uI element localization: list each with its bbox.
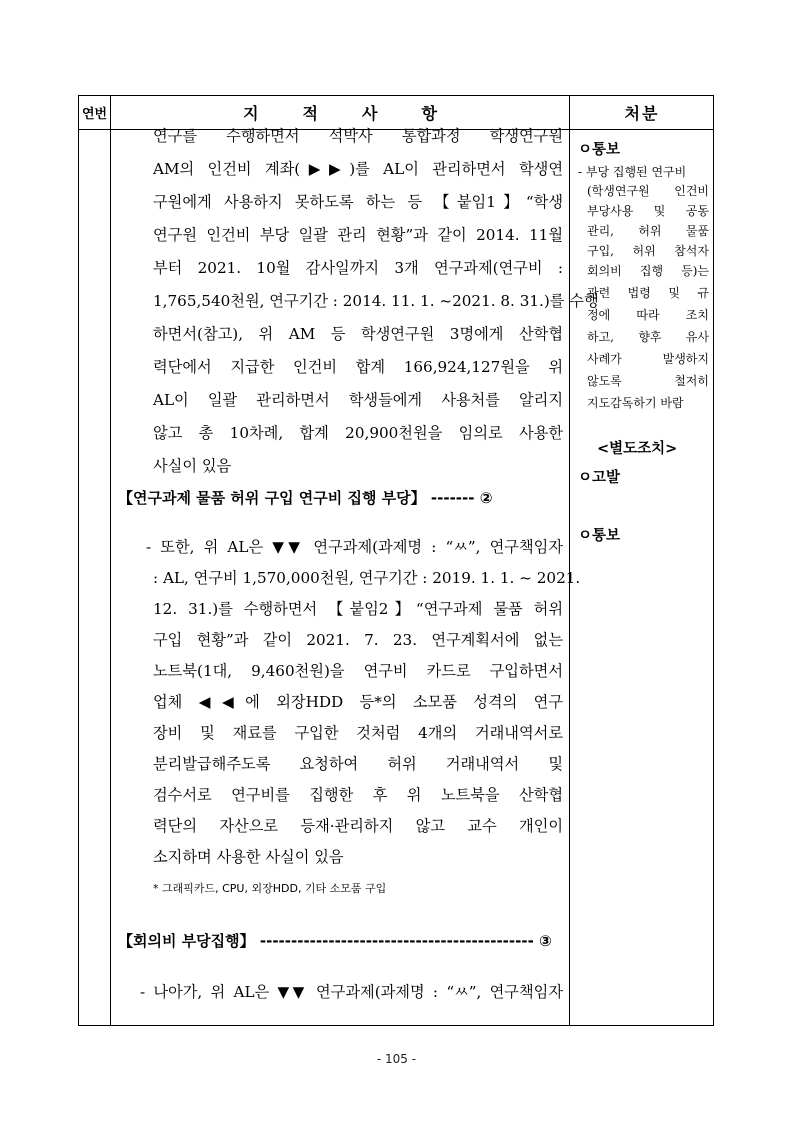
findings-line: 1,765,540천원, 연구기간 : 2014. 11. 1. ~2021. 8. 31.)를 수행 xyxy=(153,292,599,310)
findings-line: AM의 인건비 계좌(▶▶)를 AL이 관리하면서 학생연 xyxy=(153,160,563,178)
accusation-label: ㅇ고발 xyxy=(578,470,621,486)
disposition-line: - 부당 집행된 연구비 xyxy=(578,165,687,179)
separate-action-title: <별도조치> xyxy=(597,441,678,457)
findings-line: 노트북(1대, 9,460천원)을 연구비 카드로 구입하면서 xyxy=(153,662,563,680)
footnote: * 그래픽카드, CPU, 외장HDD, 기타 소모품 구입 xyxy=(153,882,387,895)
disposition-line: 회의비 집행 등)는 xyxy=(587,264,709,278)
header-findings: 지적사항 xyxy=(243,104,481,123)
disposition-line: 관련 법령 및 규 xyxy=(587,286,709,300)
disposition-line: (학생연구원 인건비 xyxy=(587,184,709,198)
header-disposition: 처분 xyxy=(624,104,660,123)
findings-line: 사실이 있음 xyxy=(153,457,232,475)
header-number: 연번 xyxy=(81,107,108,122)
disposition-line: 사례가 발생하지 xyxy=(587,352,709,366)
notice-label: ㅇ통보 xyxy=(578,142,621,158)
section-heading: 【회의비 부당집행】 -------------------------------------------- ③ xyxy=(118,932,552,950)
findings-line: 분리발급해주도록 요청하여 허위 거래내역서 및 xyxy=(153,755,563,773)
findings-line: 장비 및 재료를 구입한 것처럼 4개의 거래내역서로 xyxy=(153,724,563,742)
findings-line: 않고 총 10차례, 합계 20,900천원을 임의로 사용한 xyxy=(153,424,563,442)
disposition-line: 구입, 허위 참석자 xyxy=(587,244,709,258)
disposition-line: 않도록 철저히 xyxy=(587,374,709,388)
findings-line: AL이 일괄 관리하면서 학생들에게 사용처를 알리지 xyxy=(153,391,563,409)
findings-line: 업체 ◀◀에 외장HDD 등*의 소모품 성격의 연구 xyxy=(153,693,563,711)
findings-line: 부터 2021. 10월 감사일까지 3개 연구과제(연구비 : xyxy=(153,259,563,277)
findings-line: 소지하며 사용한 사실이 있음 xyxy=(153,848,344,866)
disposition-line: 관리, 허위 물품 xyxy=(587,224,709,238)
findings-line: 력단의 자산으로 등재·관리하지 않고 교수 개인이 xyxy=(153,817,563,835)
findings-line: 력단에서 지급한 인건비 합계 166,924,127원을 위 xyxy=(153,358,563,376)
disposition-line: 지도감독하기 바람 xyxy=(587,396,684,410)
notice-label: ㅇ통보 xyxy=(578,528,621,544)
findings-line: 연구원 인건비 부당 일괄 관리 현황”과 같이 2014. 11월 xyxy=(153,226,563,244)
findings-line: 구원에게 사용하지 못하도록 하는 등 【붙임1】“학생 xyxy=(153,193,563,211)
findings-line: 구입 현황”과 같이 2021. 7. 23. 연구계획서에 없는 xyxy=(153,631,563,649)
column-divider xyxy=(569,96,570,1025)
disposition-line: 부당사용 및 공동 xyxy=(587,204,709,218)
findings-line: - 나아가, 위 AL은 ▼▼ 연구과제(과제명 : “ㅆ”, 연구책임자 xyxy=(140,983,563,1001)
disposition-line: 하고, 향후 유사 xyxy=(587,330,709,344)
section-heading: 【연구과제 물품 허위 구입 연구비 집행 부당】 ------- ② xyxy=(118,489,493,507)
disposition-line: 정에 따라 조치 xyxy=(587,308,709,322)
findings-line: : AL, 연구비 1,570,000천원, 연구기간 : 2019. 1. 1. ~ 2021. xyxy=(153,569,581,587)
findings-line: 하면서(참고), 위 AM 등 학생연구원 3명에게 산학협 xyxy=(153,325,563,343)
column-divider xyxy=(110,96,111,1025)
findings-line: 검수서로 연구비를 집행한 후 위 노트북을 산학협 xyxy=(153,786,563,804)
findings-line: 12. 31.)를 수행하면서 【붙임2】“연구과제 물품 허위 xyxy=(153,600,563,618)
findings-line: - 또한, 위 AL은 ▼▼ 연구과제(과제명 : “ㅆ”, 연구책임자 xyxy=(146,538,563,556)
page-number: - 105 - xyxy=(376,1052,417,1066)
findings-line: 연구를 수행하면서 석박사 통합과정 학생연구원 xyxy=(153,127,563,145)
